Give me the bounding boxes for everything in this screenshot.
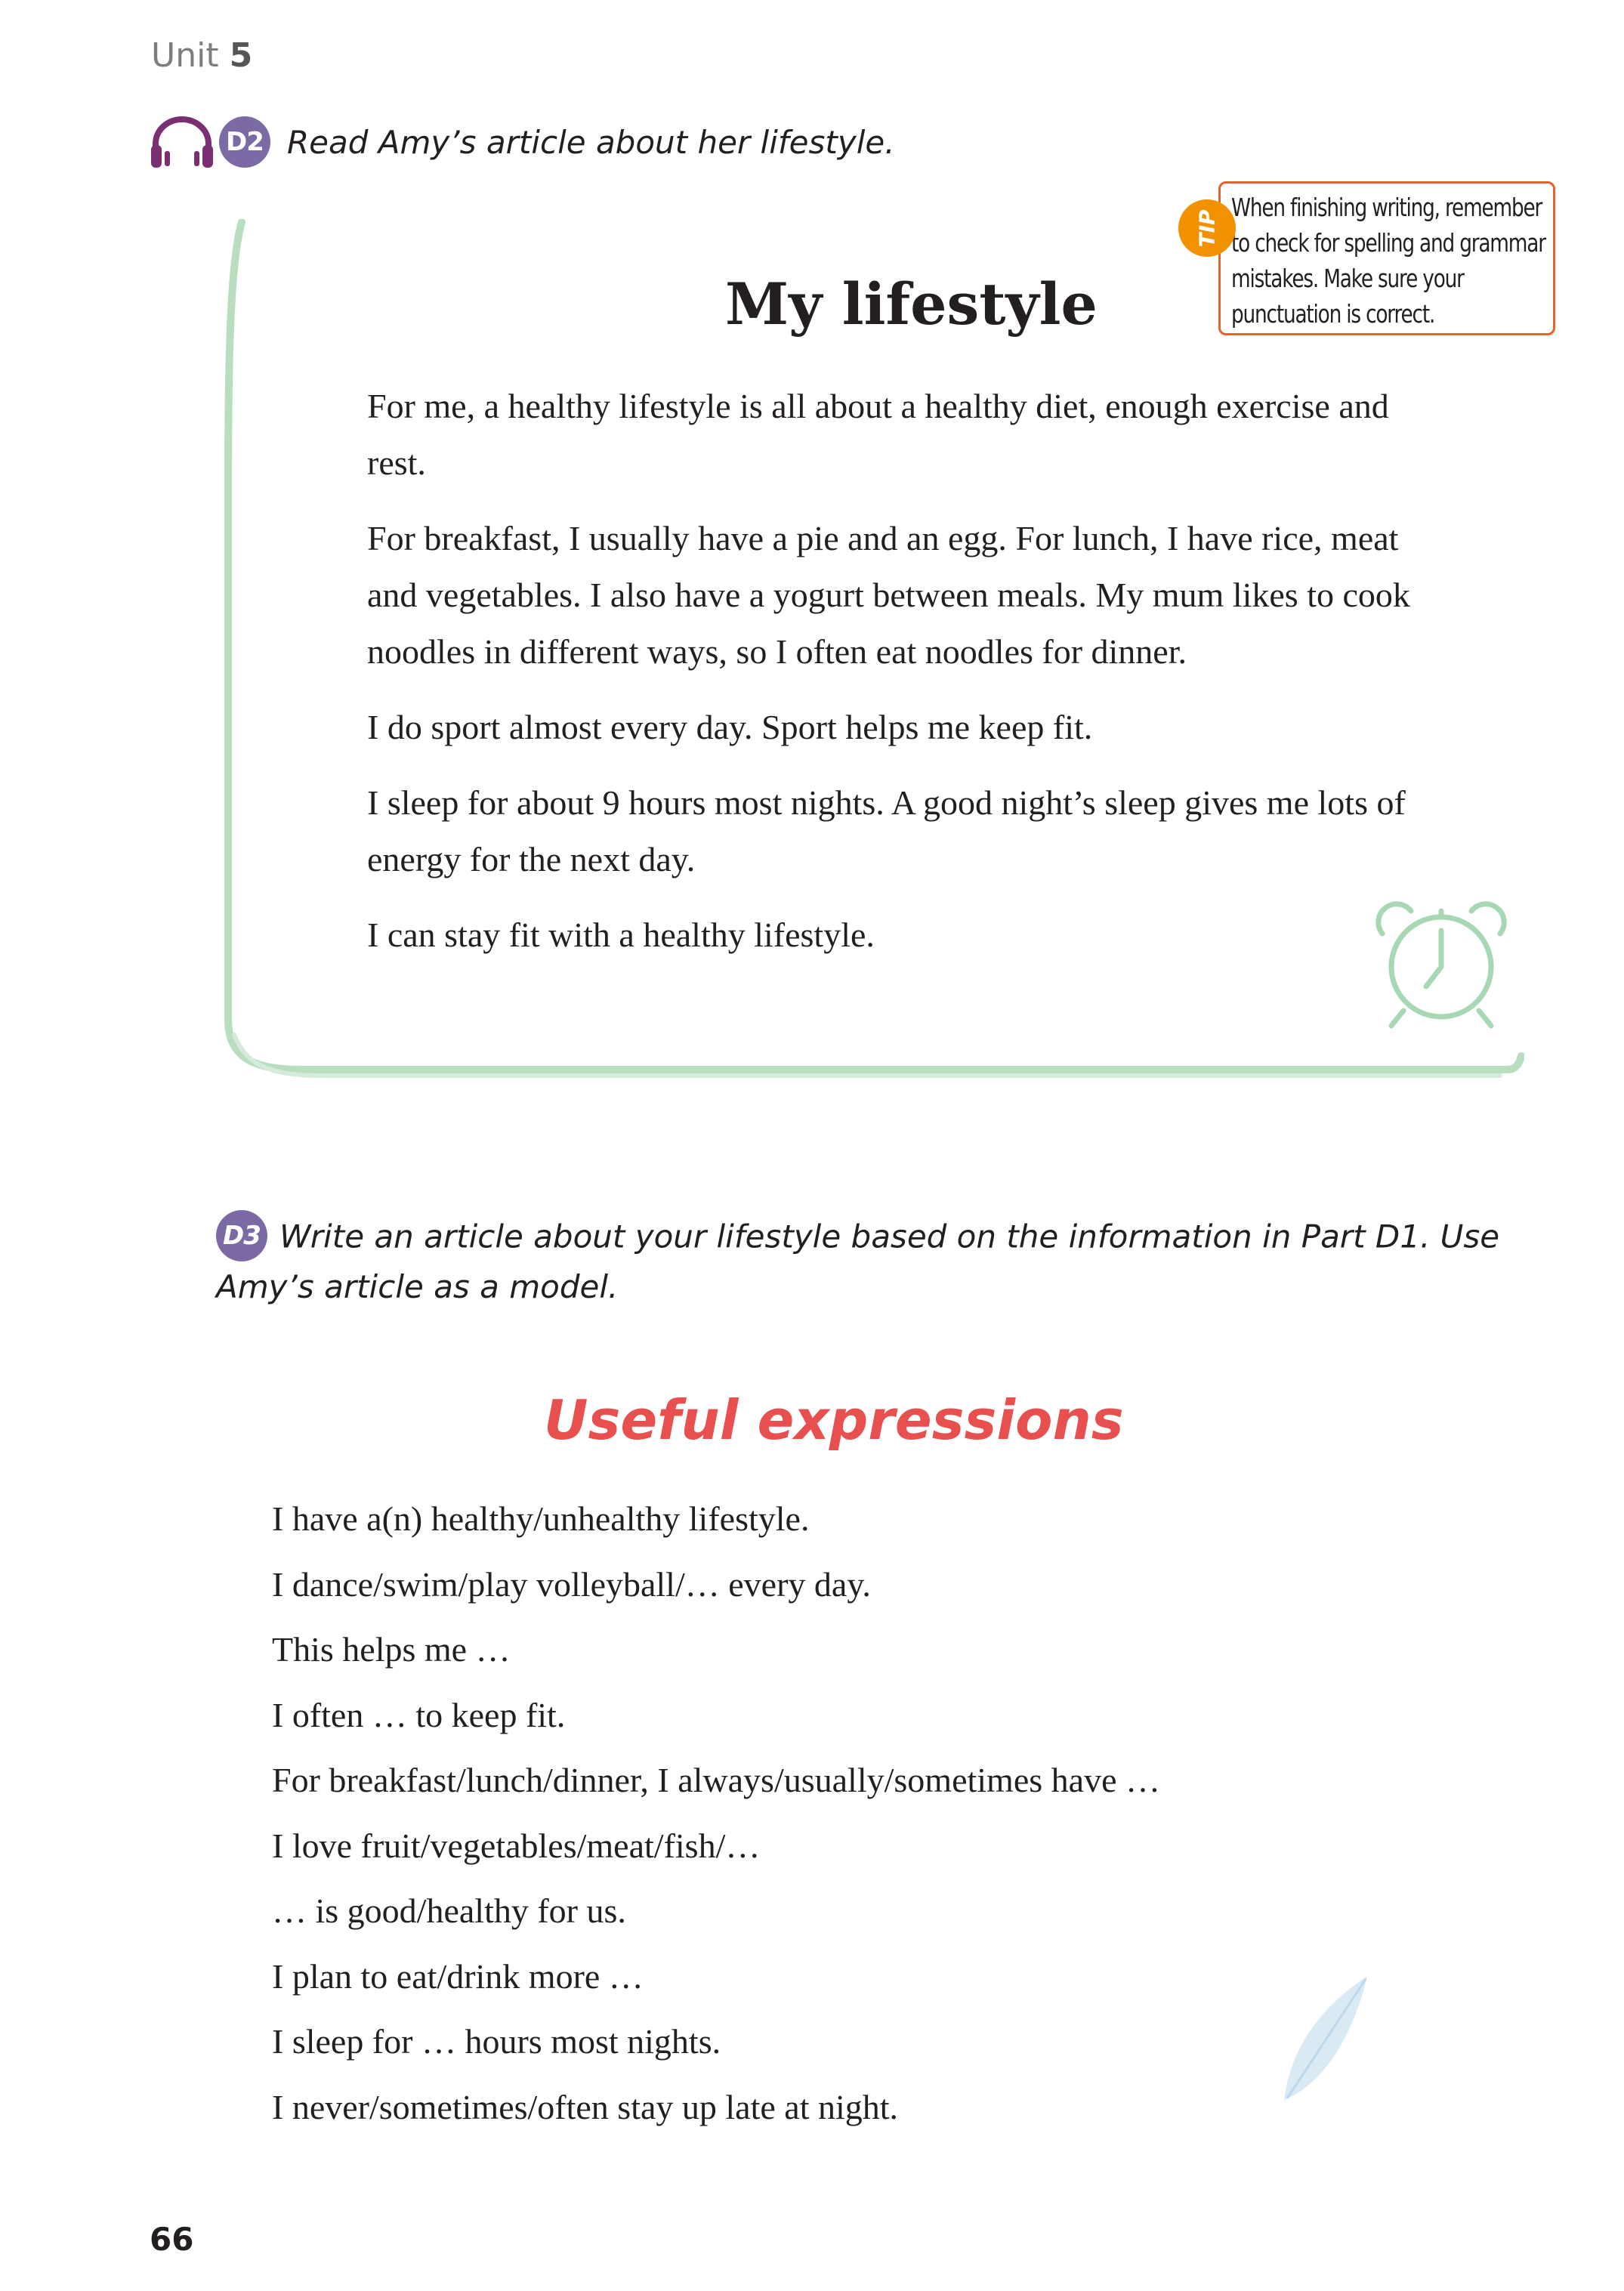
tip-label: TIP xyxy=(1194,208,1220,248)
useful-expressions-list xyxy=(272,1487,1405,2140)
unit-number: 5 xyxy=(229,36,253,75)
expression-item: I love fruit/vegetables/meat/fish/… xyxy=(272,1826,761,1865)
d3-badge: D3 xyxy=(216,1210,267,1261)
feather-decoration-icon xyxy=(1277,1971,1375,2107)
tip-line: punctuation is correct. xyxy=(1231,299,1435,329)
tip-box xyxy=(1178,181,1556,337)
expression-item: I dance/swim/play volleyball/… every day. xyxy=(272,1564,871,1604)
expression-item: I never/sometimes/often stay up late at night. xyxy=(272,2087,899,2126)
d2-instruction: Read Amy’s article about her lifestyle. xyxy=(287,123,895,161)
tip-text xyxy=(1218,181,1555,335)
expression-item: This helps me … xyxy=(272,1630,511,1669)
tip-line: mistakes. Make sure your xyxy=(1231,264,1464,293)
expression-item: … is good/healthy for us. xyxy=(272,1891,626,1930)
headphones-icon[interactable] xyxy=(148,112,216,172)
expression-item: I often … to keep fit. xyxy=(272,1695,566,1734)
d2-badge: D2 xyxy=(219,116,270,168)
article-body xyxy=(367,378,1417,982)
section-d2-header xyxy=(148,112,895,172)
tip-line: to check for spelling and grammar xyxy=(1231,228,1545,258)
page-number: 66 xyxy=(150,2221,194,2258)
unit-word: Unit xyxy=(151,36,219,75)
unit-label xyxy=(151,36,252,75)
article-paragraph: For breakfast, I usually have a pie and an egg. For lunch, I have rice, meat and vegetables. I also have a yogurt between meals. My mum likes to cook noodles in different ways, so I often eat noodles for dinner. xyxy=(367,519,1410,671)
article-paragraph: I sleep for about 9 hours most nights. A good night’s sleep gives me lots of energy for the next day. xyxy=(367,783,1406,878)
article-paragraph: I can stay fit with a healthy lifestyle. xyxy=(367,915,875,954)
alarm-clock-icon xyxy=(1366,897,1517,1033)
article-paragraph: For me, a healthy lifestyle is all about a healthy diet, enough exercise and rest. xyxy=(367,387,1389,482)
expression-item: For breakfast/lunch/dinner, I always/usually/sometimes have … xyxy=(272,1761,1160,1799)
d3-instruction-text: Write an article about your lifestyle based on the information in Part D1. Use Amy’s article as a model. xyxy=(216,1218,1500,1305)
section-d3-instruction xyxy=(216,1213,1545,1310)
article-title: My lifestyle xyxy=(725,270,1098,338)
expression-item: I sleep for … hours most nights. xyxy=(272,2022,721,2061)
article-paragraph: I do sport almost every day. Sport helps me keep fit. xyxy=(367,708,1093,746)
useful-expressions-title: Useful expressions xyxy=(544,1388,1124,1452)
expression-item: I have a(n) healthy/unhealthy lifestyle. xyxy=(272,1499,810,1538)
tip-badge xyxy=(1178,199,1236,257)
expression-item: I plan to eat/drink more … xyxy=(272,1956,644,1996)
tip-line: When finishing writing, remember xyxy=(1231,193,1542,222)
